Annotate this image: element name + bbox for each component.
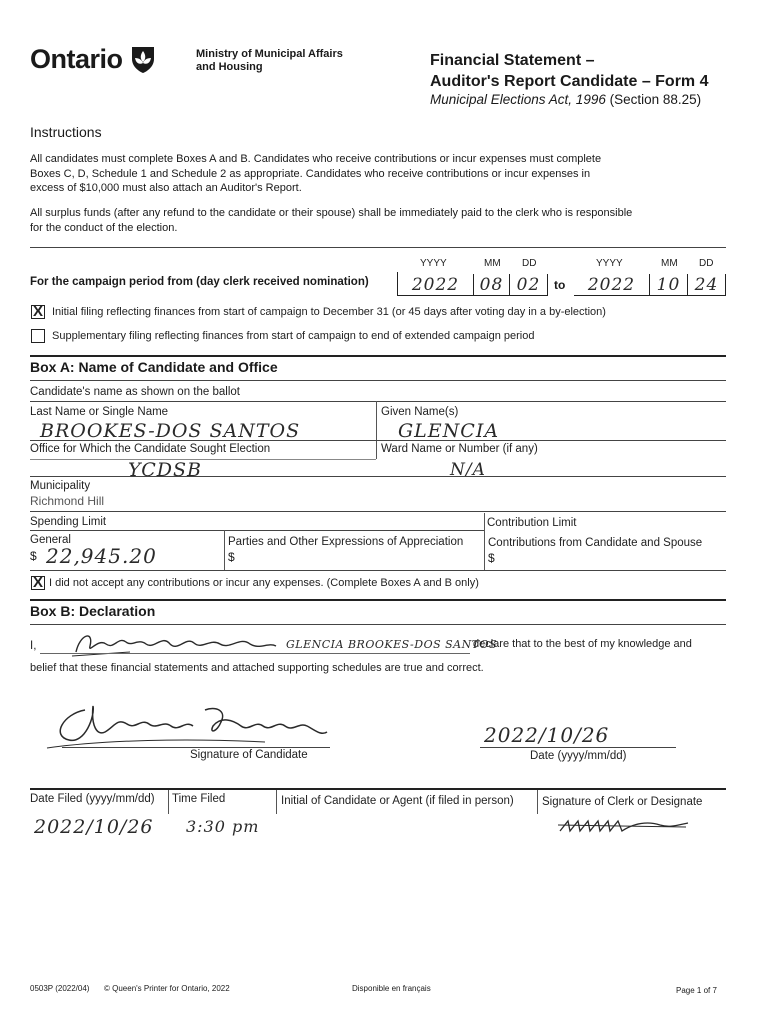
signature-label: Signature of Candidate <box>190 749 308 761</box>
parties-currency: $ <box>228 550 235 564</box>
no-contributions-label: I did not accept any contributions or incur any expenses. (Complete Boxes A and B only) <box>49 577 479 589</box>
signature-line <box>62 747 330 748</box>
instructions-line: Boxes C, D, Schedule 1 and Schedule 2 as appropriate. Candidates who receive contributions or incur expenses in <box>30 167 591 180</box>
ballot-name-label: Candidate's name as shown on the ballot <box>30 386 240 398</box>
contributions-currency: $ <box>488 551 495 565</box>
general-spending-field[interactable]: 22,945.20 <box>46 544 157 568</box>
no-contributions-checkbox[interactable] <box>31 576 45 590</box>
box-b-heading: Box B: Declaration <box>30 603 156 619</box>
copyright: © Queen's Printer for Ontario, 2022 <box>104 984 230 993</box>
column-divider <box>537 790 538 814</box>
ministry-line-1: Ministry of Municipal Affairs <box>196 48 343 60</box>
from-year-field[interactable]: 2022 <box>398 274 474 296</box>
last-name-field[interactable]: BROOKES-DOS SANTOS <box>40 420 301 442</box>
check-mark: X <box>33 303 44 320</box>
parties-label: Parties and Other Expressions of Appreciation <box>228 536 464 548</box>
given-name-field[interactable]: GLENCIA <box>398 420 500 442</box>
clerk-signature-label: Signature of Clerk or Designate <box>542 796 703 808</box>
office-label: Office for Which the Candidate Sought Election <box>30 443 271 455</box>
ontario-logo <box>30 42 158 76</box>
municipality-value: Richmond Hill <box>30 494 105 508</box>
ministry-name <box>196 48 343 74</box>
declaration-line-2: belief that these financial statements and attached supporting schedules are true and correct. <box>30 662 484 674</box>
candidate-signature-inline <box>70 626 280 663</box>
column-divider <box>484 513 485 570</box>
column-divider <box>224 530 225 570</box>
act-name: Municipal Elections Act, 1996 <box>430 92 606 107</box>
declaration-prefix: I, <box>30 640 37 652</box>
col-mm-to: MM <box>661 258 678 269</box>
instructions-paragraph-1 <box>30 152 601 196</box>
from-month-field[interactable]: 08 <box>474 274 510 296</box>
declaration-date-field[interactable]: 2022/10/26 <box>484 723 610 747</box>
divider <box>30 380 726 381</box>
form-subtitle <box>430 92 701 107</box>
to-month-field[interactable]: 10 <box>650 274 688 296</box>
supplementary-filing-checkbox[interactable] <box>31 329 45 343</box>
declaration-underline <box>40 653 470 654</box>
col-mm-from: MM <box>484 258 501 269</box>
general-currency: $ <box>30 549 37 563</box>
divider <box>30 570 726 571</box>
col-yyyy-to: YYYY <box>596 258 623 269</box>
divider <box>30 459 376 460</box>
instructions-line: All surplus funds (after any refund to the candidate or their spouse) shall be immediately paid to the clerk who is responsible <box>30 207 633 219</box>
divider <box>30 401 726 402</box>
form-title-line-1: Financial Statement – <box>430 52 595 69</box>
date-label: Date (yyyy/mm/dd) <box>530 750 627 762</box>
to-year-field[interactable]: 2022 <box>574 274 650 296</box>
column-divider <box>276 790 277 814</box>
divider <box>30 530 484 531</box>
instructions-heading: Instructions <box>30 124 102 140</box>
initial-filing-checkbox[interactable] <box>31 305 45 319</box>
page-number: Page 1 of 7 <box>676 986 717 995</box>
general-label: General <box>30 534 71 546</box>
box-a-heading: Box A: Name of Candidate and Office <box>30 359 278 375</box>
to-label: to <box>554 278 566 292</box>
initial-label: Initial of Candidate or Agent (if filed in person) <box>281 795 514 807</box>
instructions-line: excess of $10,000 must also attach an Auditor's Report. <box>30 182 302 194</box>
check-mark: X <box>33 574 44 591</box>
ward-label: Ward Name or Number (if any) <box>381 443 538 455</box>
last-name-label: Last Name or Single Name <box>30 406 169 418</box>
divider <box>30 247 726 248</box>
from-day-field[interactable]: 02 <box>510 274 548 296</box>
declarant-name-field[interactable]: GLENCIA BROOKES-DOS SANTOS <box>286 638 498 651</box>
form-title-line-2: Auditor's Report Candidate – Form 4 <box>430 73 709 90</box>
trillium-icon <box>128 44 158 74</box>
ministry-line-2: and Housing <box>196 61 263 73</box>
clerk-signature[interactable] <box>556 815 692 842</box>
divider <box>30 476 726 477</box>
column-divider <box>168 790 169 814</box>
ward-field[interactable]: N/A <box>450 460 486 480</box>
ontario-wordmark: Ontario <box>30 43 123 74</box>
form-title <box>430 50 709 92</box>
municipality-label: Municipality <box>30 480 91 492</box>
to-day-field[interactable]: 24 <box>688 274 726 296</box>
box-b-top-rule <box>30 599 726 601</box>
divider <box>30 440 726 441</box>
col-yyyy-from: YYYY <box>420 258 447 269</box>
contribution-limit-label: Contribution Limit <box>487 517 577 529</box>
divider <box>30 511 726 512</box>
campaign-period-label: For the campaign period from (day clerk received nomination) <box>30 276 369 288</box>
col-dd-to: DD <box>699 258 714 269</box>
instructions-line: for the conduct of the election. <box>30 221 178 234</box>
declaration-suffix: declare that to the best of my knowledge and <box>473 638 692 650</box>
date-filed-field[interactable]: 2022/10/26 <box>34 816 154 838</box>
initial-filing-label: Initial filing reflecting finances from start of campaign to December 31 (or 45 days after voting day in a by-election) <box>52 306 606 318</box>
instructions-line: All candidates must complete Boxes A and B. Candidates who receive contributions or incur expenses must complete <box>30 153 602 165</box>
date-line <box>480 747 676 748</box>
column-divider <box>376 401 377 459</box>
office-field[interactable]: YCDSB <box>128 459 202 481</box>
given-name-label: Given Name(s) <box>381 406 459 418</box>
col-dd-from: DD <box>522 258 537 269</box>
divider <box>30 624 726 625</box>
french-version-link[interactable]: Disponible en français <box>352 984 431 993</box>
box-a-top-rule <box>30 355 726 357</box>
act-section: (Section 88.25) <box>609 92 702 107</box>
time-filed-label: Time Filed <box>172 793 226 805</box>
filing-table-top-rule <box>30 788 726 790</box>
time-filed-field[interactable]: 3:30 pm <box>186 817 260 836</box>
form-code: 0503P (2022/04) <box>30 984 90 993</box>
instructions-paragraph-2 <box>30 206 632 235</box>
date-filed-label: Date Filed (yyyy/mm/dd) <box>30 793 155 805</box>
supplementary-filing-label: Supplementary filing reflecting finances from start of campaign to end of extended campaign period <box>52 330 535 342</box>
contributions-label: Contributions from Candidate and Spouse <box>488 537 703 549</box>
spending-limit-label: Spending Limit <box>30 516 107 528</box>
